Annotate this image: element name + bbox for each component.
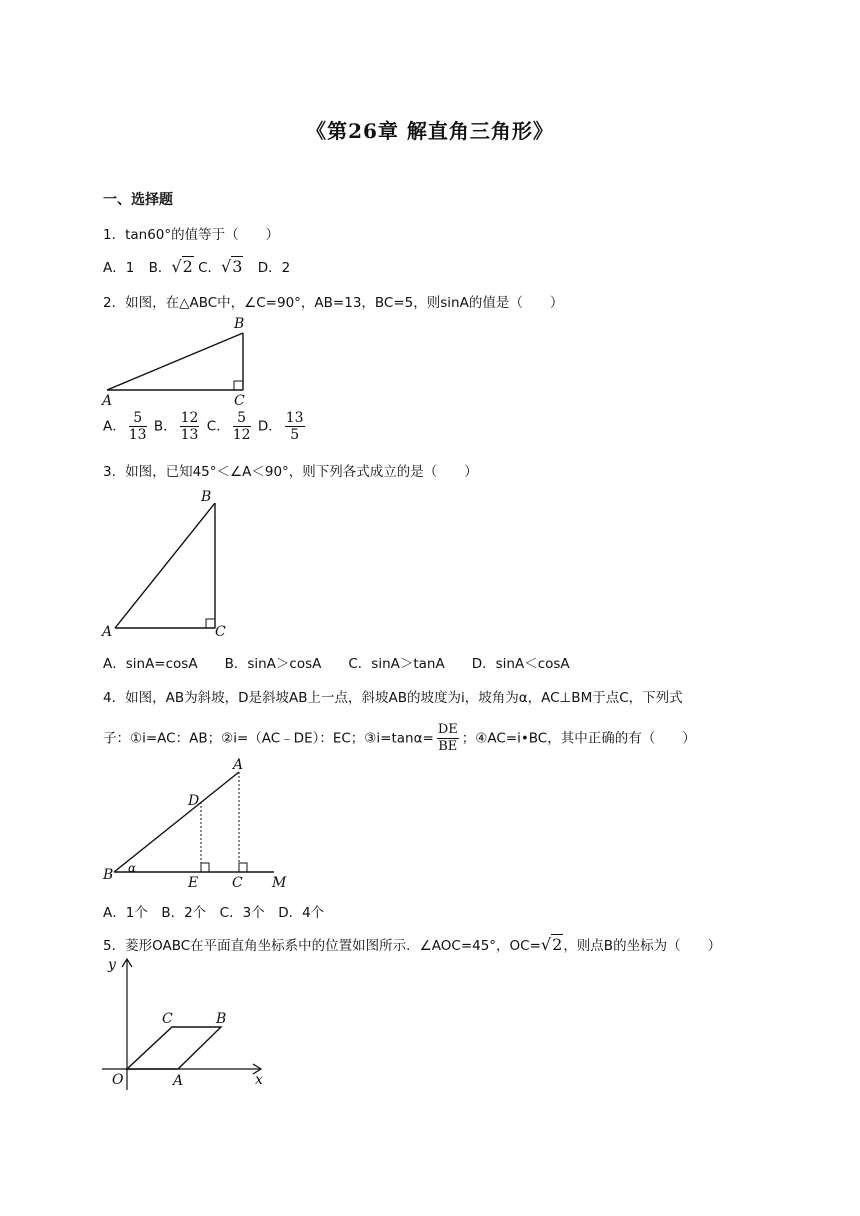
option-a-prefix: A． bbox=[103, 418, 126, 435]
label-e: E bbox=[188, 875, 199, 891]
stem-part-a: 5．菱形OABC在平面直角坐标系中的位置如图所示．∠AOC=45°，OC= bbox=[103, 938, 541, 954]
label-a: A bbox=[102, 624, 113, 640]
question-2-stem: 2．如图，在△ABC中，∠C=90°，AB=13，BC=5，则sinA的值是（ ） bbox=[103, 295, 564, 311]
question-3-figure bbox=[100, 488, 240, 643]
label-m: M bbox=[272, 875, 287, 891]
label-a: A bbox=[102, 393, 113, 409]
label-o: O bbox=[112, 1072, 124, 1088]
label-x: x bbox=[255, 1072, 263, 1088]
label-b: B bbox=[216, 1011, 227, 1027]
option-d: D．2 bbox=[257, 260, 291, 276]
question-3-stem: 3．如图，已知45°＜∠A＜90°，则下列各式成立的是（ ） bbox=[103, 464, 478, 480]
radicand: 2 bbox=[552, 935, 563, 954]
fraction bbox=[285, 410, 305, 443]
numerator: 13 bbox=[285, 410, 304, 426]
fraction bbox=[233, 410, 251, 443]
label-a: A bbox=[233, 757, 244, 773]
option-c-prefix: C． bbox=[198, 260, 222, 276]
label-y: y bbox=[108, 957, 116, 973]
stem-part-b: ，则点B的坐标为（ ） bbox=[563, 938, 722, 954]
denominator: 13 bbox=[180, 427, 199, 443]
label-c: C bbox=[162, 1011, 173, 1027]
option-b-prefix: B． bbox=[153, 418, 177, 435]
page-title: 《第26章 解直角三角形》 bbox=[306, 119, 554, 143]
question-1-stem: 1．tan60°的值等于（ ） bbox=[103, 227, 280, 243]
denominator: 13 bbox=[128, 427, 147, 443]
sqrt-symbol: √2 bbox=[171, 257, 193, 276]
label-alpha: α bbox=[128, 861, 137, 875]
option-b-radicand: 2 bbox=[182, 257, 193, 276]
fraction bbox=[437, 722, 459, 755]
stem-part-a: 子：①i=AC：AB；②i=（AC﹣DE）：EC；③i=tanα= bbox=[103, 730, 434, 747]
label-c: C bbox=[234, 393, 245, 409]
question-1-options bbox=[103, 256, 290, 276]
section-heading: 一、选择题 bbox=[103, 192, 173, 208]
option-b-prefix: B． bbox=[148, 260, 172, 276]
question-3-options: A．sinA=cosA B．sinA＞cosA C．sinA＞tanA D．sinA＜cosA bbox=[103, 656, 570, 672]
fraction bbox=[180, 410, 200, 443]
sqrt-symbol: √3 bbox=[221, 257, 243, 276]
question-5-figure bbox=[100, 955, 275, 1095]
sqrt-symbol: √2 bbox=[540, 935, 563, 954]
numerator: 5 bbox=[233, 410, 251, 427]
question-4-stem-line1: 4．如图，AB为斜坡，D是斜坡AB上一点，斜坡AB的坡度为i，坡角为α，AC⊥BM于点C，下列式 bbox=[103, 690, 683, 706]
label-c: C bbox=[215, 624, 226, 640]
question-4-stem-line2 bbox=[103, 722, 696, 755]
option-a: A．1 bbox=[103, 260, 135, 276]
numerator: DE bbox=[437, 722, 458, 737]
question-5-stem bbox=[103, 934, 721, 954]
question-4-figure bbox=[100, 757, 300, 892]
label-b: B bbox=[234, 316, 245, 332]
fraction bbox=[129, 410, 147, 443]
option-c-prefix: C． bbox=[206, 418, 230, 435]
denominator: 5 bbox=[290, 427, 300, 443]
option-d-prefix: D． bbox=[257, 418, 282, 435]
question-4-options: A．1个 B．2个 C．3个 D．4个 bbox=[103, 905, 325, 921]
question-2-options bbox=[103, 410, 308, 443]
denominator: 12 bbox=[232, 427, 251, 443]
denominator: BE bbox=[438, 739, 458, 754]
label-b: B bbox=[103, 867, 114, 883]
label-c: C bbox=[232, 875, 243, 891]
label-b: B bbox=[201, 489, 212, 505]
label-d: D bbox=[188, 793, 200, 809]
label-a: A bbox=[173, 1073, 184, 1089]
numerator: 5 bbox=[129, 410, 147, 427]
numerator: 12 bbox=[180, 410, 199, 426]
option-c-radicand: 3 bbox=[232, 257, 243, 276]
question-2-figure bbox=[100, 316, 260, 408]
stem-part-b: ；④AC=i•BC，其中正确的有（ ） bbox=[461, 730, 696, 747]
